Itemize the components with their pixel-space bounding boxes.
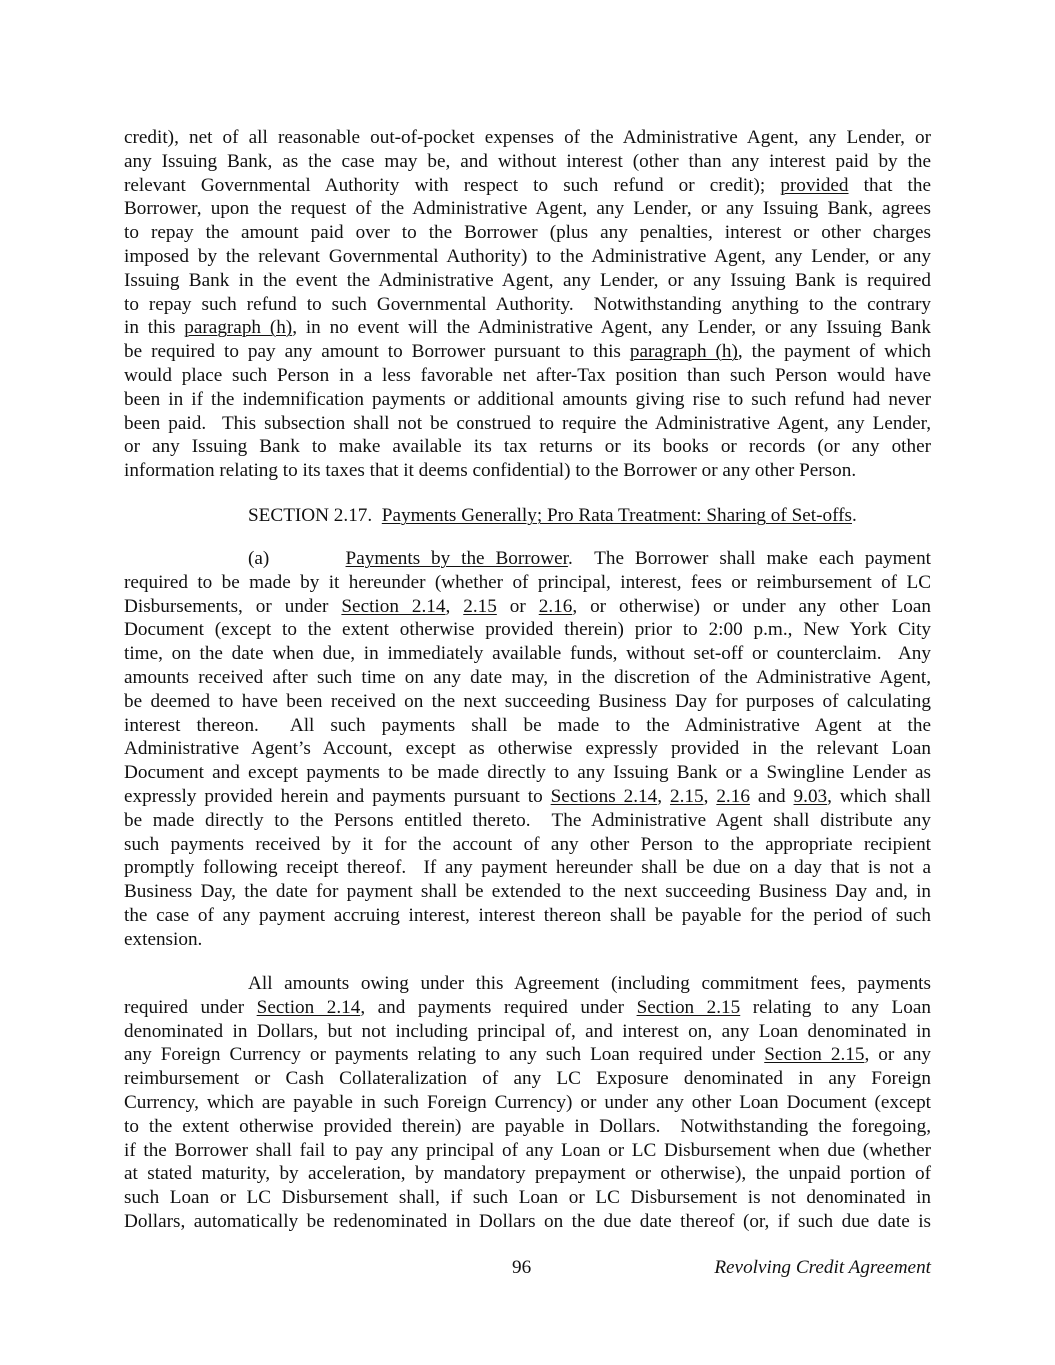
text-run: , and payments required under bbox=[360, 996, 637, 1018]
text-line bbox=[124, 412, 931, 436]
text-run: . bbox=[852, 505, 857, 526]
text-line bbox=[124, 269, 931, 293]
text-line bbox=[124, 197, 931, 221]
text-line bbox=[124, 996, 931, 1020]
text-line bbox=[124, 1043, 931, 1067]
text-run: be required to pay any amount to Borrower pursuant to this bbox=[124, 341, 630, 363]
text-run: , bbox=[657, 786, 670, 807]
text-run: Borrower, upon the request of the Administrative Agent, any Lender, or any Issuing Bank, agrees bbox=[124, 198, 931, 220]
text-line bbox=[124, 642, 931, 666]
text-run: Document and except payments to be made directly to any Issuing Bank or a Swingline Lender as bbox=[124, 762, 931, 784]
text-run: , bbox=[703, 786, 717, 807]
text-run: , or any bbox=[864, 1044, 932, 1066]
text-line bbox=[124, 571, 931, 595]
text-run: expressly provided herein and payments pursuant to bbox=[124, 786, 551, 807]
cross-reference: Section 2.14 bbox=[256, 996, 361, 1018]
text-line bbox=[124, 364, 931, 388]
cross-reference: Section 2.14 bbox=[341, 595, 446, 617]
text-run: information relating to its taxes that it deems confidential) to the Borrower or any other Person. bbox=[124, 460, 857, 482]
text-run: or bbox=[496, 595, 539, 617]
text-run: or any Issuing Bank to make available its tax returns or its books or records (or any other bbox=[124, 436, 931, 458]
cross-reference: paragraph (h) bbox=[184, 317, 293, 339]
text-run: All amounts owing under this Agreement (including commitment fees, payments bbox=[248, 973, 931, 994]
text-line bbox=[124, 785, 931, 809]
text-line bbox=[248, 547, 931, 571]
text-run: been paid. This subsection shall not be construed to require the Administrative Agent, any Lender, bbox=[124, 412, 931, 434]
text-run: . The Borrower shall make each payment bbox=[567, 548, 931, 569]
text-run: in this bbox=[124, 317, 185, 339]
cross-reference: 2.15 bbox=[463, 595, 497, 617]
text-run: Dollars, automatically be redenominated in Dollars on the due date thereof (or, if such due date is bbox=[124, 1211, 931, 1232]
text-line bbox=[124, 1115, 931, 1139]
text-line bbox=[124, 245, 931, 269]
text-line bbox=[124, 1210, 931, 1234]
cross-reference: 2.16 bbox=[538, 595, 573, 617]
text-line bbox=[124, 880, 931, 904]
text-run: amounts received after such time on any date may, in the discretion of the Administrative Agent, bbox=[124, 667, 931, 688]
text-run: be made directly to the Persons entitled thereto. The Administrative Agent shall distribute any bbox=[124, 809, 931, 831]
cross-reference: Section 2.15 bbox=[636, 996, 741, 1018]
text-run: , the payment of which bbox=[737, 341, 931, 363]
text-line bbox=[124, 174, 931, 198]
text-run: any Issuing Bank, as the case may be, and without interest (other than any interest paid by the bbox=[124, 150, 931, 172]
cross-reference: Payments Generally; Pro Rata Treatment: Sharing of Set-offs bbox=[381, 505, 852, 526]
text-run: Disbursements, or under bbox=[124, 595, 342, 617]
text-line bbox=[124, 459, 931, 483]
text-line bbox=[124, 1186, 931, 1210]
text-run: if the Borrower shall fail to pay any principal of any Loan or LC Disbursement when due (whether bbox=[124, 1139, 931, 1161]
text-run: Currency, which are payable in such Foreign Currency) or under any other Loan Document (except bbox=[124, 1092, 931, 1113]
text-line bbox=[124, 833, 931, 857]
text-run: interest thereon. All such payments shall be made to the Administrative Agent at the bbox=[124, 714, 931, 736]
text-line bbox=[124, 856, 931, 880]
text-line bbox=[124, 1139, 931, 1163]
text-line bbox=[124, 690, 931, 714]
page-number: 96 bbox=[512, 1257, 532, 1278]
cross-reference: paragraph (h) bbox=[629, 341, 738, 363]
text-run: Business Day, the date for payment shall be extended to the next succeeding Business Day and, in bbox=[124, 881, 931, 903]
text-run: required under bbox=[124, 996, 257, 1018]
text-line bbox=[124, 737, 931, 761]
text-line bbox=[124, 221, 931, 245]
text-line bbox=[124, 714, 931, 738]
text-line bbox=[124, 928, 931, 952]
text-run: reimbursement or Cash Collateralization of any LC Exposure denominated in any Foreign bbox=[124, 1068, 931, 1090]
text-line bbox=[124, 595, 931, 619]
cross-reference: Sections 2.14 bbox=[550, 786, 658, 807]
text-line bbox=[124, 1020, 931, 1044]
text-line bbox=[124, 150, 931, 174]
text-run: to the extent otherwise provided therein) are payable in Dollars. Notwithstanding the foregoing, bbox=[124, 1115, 931, 1137]
text-run: , which shall bbox=[827, 786, 931, 807]
text-run: any Foreign Currency or payments relating to any such Loan required under bbox=[124, 1044, 765, 1066]
text-run: promptly following receipt thereof. If any payment hereunder shall be due on a day that is not a bbox=[124, 857, 931, 879]
text-line bbox=[124, 1067, 931, 1091]
text-run: SECTION 2.17. bbox=[248, 505, 382, 526]
text-run: to repay the amount paid over to the Borrower (plus any penalties, interest or other charges bbox=[124, 222, 931, 244]
text-run: been in if the indemnification payments or additional amounts giving rise to such refund had never bbox=[124, 388, 931, 410]
text-run: be deemed to have been received on the next succeeding Business Day for purposes of calculating bbox=[124, 690, 931, 712]
cross-reference: provided bbox=[780, 174, 849, 196]
text-line bbox=[124, 618, 931, 642]
text-run: (a) bbox=[248, 548, 346, 569]
text-run: that the bbox=[848, 174, 931, 196]
text-line bbox=[124, 666, 931, 690]
cross-reference: 2.15 bbox=[669, 786, 704, 807]
section-heading bbox=[248, 504, 931, 528]
text-run: , in no event will the Administrative Agent, any Lender, or any Issuing Bank bbox=[292, 317, 931, 339]
text-run: Issuing Bank in the event the Administrative Agent, any Lender, or any Issuing Bank is required bbox=[124, 269, 931, 291]
text-run: relating to any Loan bbox=[740, 996, 931, 1018]
text-run: extension. bbox=[124, 928, 203, 950]
text-line bbox=[124, 1162, 931, 1186]
text-line bbox=[124, 388, 931, 412]
text-line bbox=[124, 435, 931, 459]
text-run: the case of any payment accruing interest, interest thereon shall be payable for the period of such bbox=[124, 905, 931, 926]
text-run: such Loan or LC Disbursement shall, if such Loan or LC Disbursement is not denominated in bbox=[124, 1187, 931, 1209]
text-line bbox=[124, 316, 931, 340]
text-run: to repay such refund to such Governmental Authority. Notwithstanding anything to the contrary bbox=[124, 293, 931, 315]
text-run: would place such Person in a less favorable net after-Tax position than such Person would have bbox=[124, 365, 931, 386]
cross-reference: Section 2.15 bbox=[764, 1044, 865, 1066]
text-line bbox=[124, 809, 931, 833]
text-run: , or otherwise) or under any other Loan bbox=[572, 595, 932, 617]
text-line bbox=[124, 126, 931, 150]
text-run: relevant Governmental Authority with respect to such refund or credit); bbox=[124, 174, 781, 196]
text-line bbox=[124, 1091, 931, 1115]
cross-reference: 2.16 bbox=[716, 786, 750, 807]
cross-reference: 9.03 bbox=[793, 786, 828, 807]
text-line bbox=[248, 972, 931, 996]
text-run: required to be made by it hereunder (whether of principal, interest, fees or reimbursement of LC bbox=[124, 571, 931, 593]
text-line bbox=[124, 293, 931, 317]
text-run: credit), net of all reasonable out-of-pocket expenses of the Administrative Agent, any Lender, or bbox=[124, 127, 931, 148]
text-run: time, on the date when due, in immediately available funds, without set-off or counterclaim. Any bbox=[124, 643, 931, 665]
document-title-footer: Revolving Credit Agreement bbox=[714, 1257, 931, 1278]
text-run: Document (except to the extent otherwise provided therein) prior to 2:00 p.m., New York City bbox=[124, 619, 931, 641]
cross-reference: Payments by the Borrower bbox=[345, 548, 568, 569]
text-line bbox=[124, 340, 931, 364]
text-run: denominated in Dollars, but not including principal of, and interest on, any Loan denominated in bbox=[124, 1020, 931, 1042]
text-run: imposed by the relevant Governmental Authority) to the Administrative Agent, any Lender, or any bbox=[124, 246, 931, 267]
text-run: Administrative Agent’s Account, except as otherwise expressly provided in the relevant Loan bbox=[124, 738, 931, 760]
text-run: , bbox=[445, 595, 464, 617]
text-line bbox=[124, 761, 931, 785]
text-run: at stated maturity, by acceleration, by mandatory prepayment or otherwise), the unpaid portion of bbox=[124, 1163, 931, 1185]
text-run: such payments received by it for the account of any other Person to the appropriate recipient bbox=[124, 833, 931, 855]
text-line bbox=[124, 904, 931, 928]
text-run: and bbox=[749, 786, 794, 807]
